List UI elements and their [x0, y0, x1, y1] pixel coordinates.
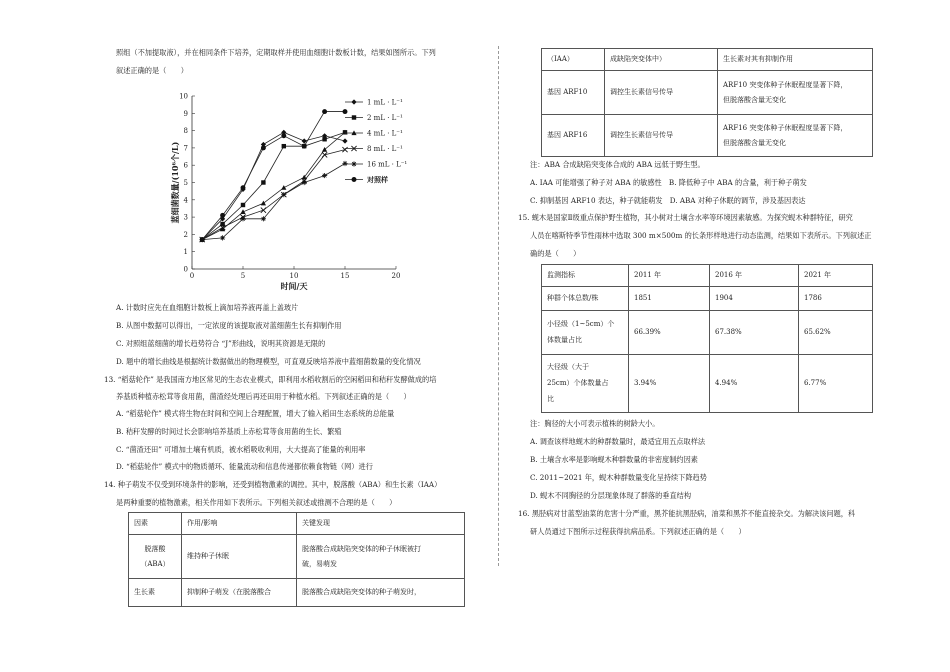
q14-options-ab: A. IAA 可能增强了种子对 ABA 的敏感性 B. 降低种子中 ABA 的含量，利于种子萌发: [530, 178, 807, 187]
q13-option-b: B. 秸秆发酵的时间过长会影响培养基质上赤松茸等食用菌的生长、繁殖: [116, 427, 342, 436]
q15-option-c: C. 2011~2021 年，蚬木种群数量变化呈持续下降趋势: [530, 473, 707, 482]
table-cell: 维持种子休眠: [182, 535, 297, 579]
data-point: [282, 144, 286, 148]
q15-stem: 确的是（ ）: [530, 249, 581, 258]
q13-stem: 13. “稻菇轮作” 是我国南方地区常见的生态农业模式，即利用水稻收割后的空闲稻田和秸秆发酵做成的培: [104, 375, 437, 384]
y-tick-label: 3: [183, 213, 188, 222]
q14-stem: 是两种重要的植物激素，相关作用如下表所示。下列相关叙述或推测不合理的是（ ）: [116, 498, 397, 507]
table-cell: 调控生长素信号传导: [605, 71, 718, 115]
q14-stem: 14. 种子萌发不仅受到环境条件的影响，还受到植物激素的调控。其中，脱落酸（ABA）和生长素（IAA）: [104, 480, 442, 489]
population-table: [541, 264, 873, 413]
data-point: [322, 152, 327, 157]
legend-marker: [351, 99, 356, 104]
y-tick-label: 10: [179, 92, 188, 101]
cell-line: 脱落酸合成缺陷突变体的种子休眠被打: [302, 544, 421, 553]
data-point: [281, 185, 286, 190]
y-tick-label: 5: [183, 179, 188, 187]
data-point: [200, 237, 205, 242]
q16-stem: 研人员通过下图所示过程获得抗病品系。下列叙述正确的是（ ）: [530, 527, 746, 536]
data-point: [220, 213, 225, 218]
q14-options-cd: C. 抑制基因 ARF10 表达，种子就能萌发 D. ABA 对种子休眠的调节，涉及基因表达: [530, 196, 806, 205]
q15-option-b: B. 土壤含水率是影响蚬木种群数量的非密度制约因素: [530, 455, 698, 464]
q15-stem: 人员在喀斯特季节性雨林中选取 300 m×500m 的长条形样地进行动态监测，结果如下表所示。下列叙述正: [530, 231, 872, 240]
data-point: [261, 208, 266, 213]
q15-option-a: A. 调查该样地蚬木的种群数量时，最适宜用五点取样法: [530, 437, 706, 446]
table-cell: [297, 535, 465, 579]
data-point: [261, 216, 266, 221]
q14-note: 注：ABA 合成缺陷突变体合成的 ABA 远低于野生型。: [530, 160, 705, 169]
table-cell: 成缺陷突变体中）: [605, 49, 718, 71]
table-header: 因素: [129, 513, 182, 535]
q12-option-b: B. 从图中数据可以得出，一定浓度的该提取液对蓝细菌生长有抑制作用: [116, 321, 342, 330]
table-cell: 3.94%: [629, 355, 710, 413]
table-header: 监测指标: [542, 265, 629, 287]
cell-line: 小径级（1~5cm）个: [547, 320, 615, 328]
table-cell: 67.38%: [710, 311, 799, 355]
table-cell: 基因 ARF10: [542, 71, 605, 115]
legend-marker: [352, 177, 357, 182]
q12-option-c: C. 对照组蓝细菌的增长趋势符合 “J”形曲线，说明其资源是无限的: [116, 339, 326, 348]
data-point: [342, 161, 347, 166]
cell-line: 体数量占比: [547, 336, 582, 344]
data-point: [261, 145, 266, 150]
table-header: 2016 年: [710, 265, 799, 287]
column-divider: [498, 46, 499, 566]
x-axis-label: 时间/天: [280, 281, 308, 291]
legend-marker: [351, 161, 356, 166]
cell-line: （ABA）: [140, 559, 170, 568]
table-cell: 生长素对其有抑制作用: [718, 49, 873, 71]
table-cell: 1904: [710, 287, 799, 311]
legend-label: 1 mL · L⁻¹: [367, 98, 403, 107]
table-cell: 调控生长素信号传导: [605, 115, 718, 157]
table-cell: [718, 71, 873, 115]
x-tick-label: 15: [340, 272, 350, 280]
x-tick-label: 5: [240, 272, 246, 280]
table-cell: 抑制种子萌发（在脱落酸合: [182, 579, 297, 607]
table-cell: [129, 535, 182, 579]
legend-label: 16 mL · L⁻¹: [367, 160, 408, 169]
y-tick-label: 1: [183, 248, 188, 257]
table-cell: 6.77%: [799, 355, 873, 413]
data-point: [281, 133, 286, 138]
intro-line: 照组（不加提取液），并在相同条件下培养，定期取样并使用血细胞计数板计数，结果如图所示。下列: [116, 48, 436, 57]
data-point: [281, 192, 286, 197]
x-tick-label: 20: [391, 272, 401, 280]
cell-line: 比: [547, 395, 554, 403]
cell-line: 脱落酸: [144, 544, 166, 553]
q13-option-a: A. “稻菇轮作” 模式将生物在时间和空间上合理配置，增大了输入稻田生态系统的总能量: [116, 409, 395, 418]
hormone-table: [128, 512, 465, 607]
legend-label: 2 mL · L⁻¹: [367, 114, 403, 122]
data-point: [241, 203, 245, 207]
intro-line: 叙述正确的是（ ）: [116, 66, 188, 75]
y-tick-label: 2: [183, 230, 188, 239]
data-point: [322, 173, 327, 178]
data-point: [342, 147, 347, 152]
q15-stem: 15. 蚬木是国家Ⅱ级重点保护野生植物，其小树对土壤含水率等环境因素敏感。为探究蚬木种群特征，研究: [518, 213, 853, 222]
table-header: 2011 年: [629, 265, 710, 287]
table-cell: 脱落酸合成缺陷突变体的种子萌发时，: [297, 579, 465, 607]
q13-stem: 养基质种植赤松茸等食用菌，菌渣经处理后再还田用于种植水稻。下列叙述正确的是（ ）: [116, 392, 411, 401]
table-cell: （IAA）: [542, 49, 605, 71]
table-header: 作用/影响: [182, 513, 297, 535]
data-point: [241, 185, 246, 190]
legend-label: 8 mL · L⁻¹: [367, 145, 403, 153]
data-point: [342, 138, 347, 143]
data-point: [261, 201, 266, 206]
table-cell: 66.39%: [629, 311, 710, 355]
table-cell: 基因 ARF16: [542, 115, 605, 157]
x-tick-label: 0: [189, 272, 195, 280]
table-cell: [542, 355, 629, 413]
data-point: [302, 144, 307, 149]
cell-line: 大径级（大于: [547, 363, 589, 371]
cell-line: 25cm）个体数量占: [547, 379, 609, 387]
q15-note: 注：胸径的大小可表示植株的树龄大小。: [530, 419, 660, 428]
y-tick-label: 4: [183, 196, 188, 205]
hormone-table-continued: [541, 48, 873, 157]
q12-option-d: D. 题中的增长曲线是根据统计数据做出的物理模型，可直观反映培养液中蓝细菌数量的变化情况: [116, 357, 421, 366]
table-cell: 4.94%: [710, 355, 799, 413]
data-point: [322, 137, 326, 141]
y-tick-label: 9: [183, 109, 188, 118]
table-cell: [718, 115, 873, 157]
cell-line: ARF10 突变体种子休眠程度显著下降，: [723, 80, 848, 89]
legend-label: 对照样: [367, 175, 388, 184]
q13-option-c: C. “菌渣还田” 可增加土壤有机质，被水稻吸收利用，大大提高了能量的利用率: [116, 445, 366, 454]
cell-line: 破，易萌发: [302, 559, 337, 568]
q15-option-d: D. 蚬木不同胸径的分层现象体现了群落的垂直结构: [530, 491, 692, 500]
table-cell: [542, 311, 629, 355]
legend-marker: [352, 115, 356, 119]
y-tick-label: 0: [183, 265, 188, 274]
data-point: [261, 180, 265, 184]
table-cell: 1851: [629, 287, 710, 311]
y-tick-label: 7: [183, 144, 188, 153]
q16-stem: 16. 黑胫病对甘蓝型油菜的危害十分严重，黑芥能抗黑胫病，油菜和黑芥不能直接杂交。为解决该问题，科: [518, 509, 856, 518]
cell-line: ARF16 突变体种子休眠程度显著下降，: [723, 123, 848, 132]
data-point: [343, 109, 348, 114]
q13-option-d: D. “稻菇轮作” 模式中的物质循环、能量流动和信息传递都依赖食物链（网）进行: [116, 462, 373, 471]
data-point: [322, 109, 327, 114]
legend-label: 4 mL · L⁻¹: [367, 129, 403, 138]
x-tick-label: 10: [289, 272, 299, 280]
table-cell: 65.62%: [799, 311, 873, 355]
growth-line-chart: [170, 86, 410, 291]
y-axis-label: 蓝细菌数量/(10⁶个/L): [170, 141, 180, 224]
data-point: [302, 180, 307, 185]
y-tick-label: 6: [183, 161, 188, 170]
cell-line: 但脱落酸含量无变化: [723, 95, 786, 104]
table-header: 2021 年: [799, 265, 873, 287]
q12-option-a: A. 计数时应先在血细胞计数板上滴加培养液再盖上盖玻片: [116, 303, 299, 312]
data-point: [220, 235, 225, 240]
table-cell: 生长素: [129, 579, 182, 607]
table-header: 关键发现: [297, 513, 465, 535]
y-tick-label: 8: [183, 127, 188, 136]
table-cell: 1786: [799, 287, 873, 311]
cell-line: 但脱落酸含量无变化: [723, 138, 786, 147]
data-point: [240, 209, 245, 214]
table-cell: 种群个体总数/株: [542, 287, 629, 311]
